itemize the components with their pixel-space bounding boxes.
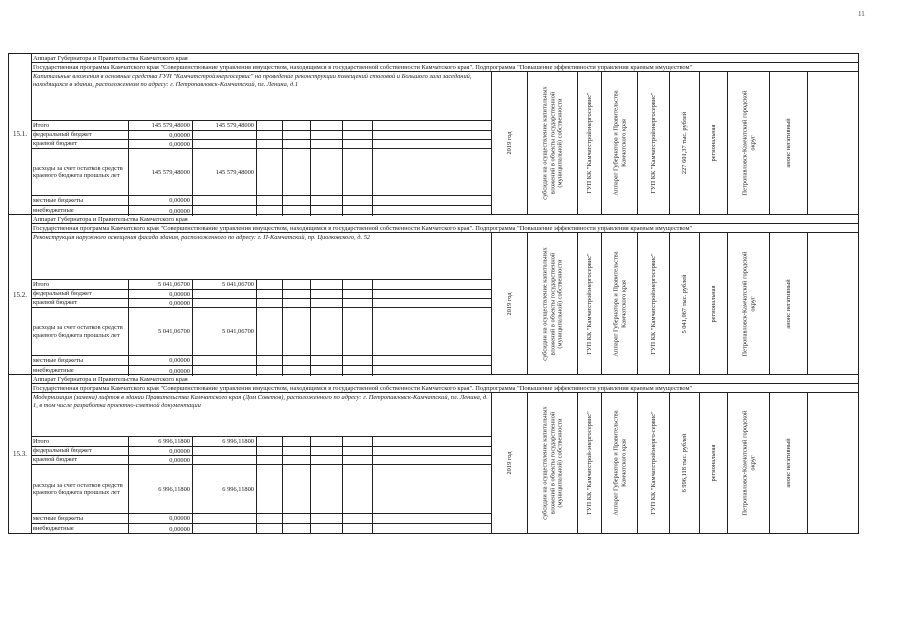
table-row: Итого 145 579,48000 145 579,48000 bbox=[31, 121, 491, 131]
recipient: ГУП КК "Камчатстрой-энергосервис" bbox=[585, 411, 593, 515]
row-number: 15.3. bbox=[9, 375, 32, 533]
project-description: Реконструкция наружного освещения фасада здания, расположенного по адресу: г. П-Камчатский, пр. Циолковского, д. 52 bbox=[33, 234, 371, 241]
year: 2019 год bbox=[505, 291, 513, 316]
recipient-2: ГУП КК "Камчатстройэнергосервис" bbox=[649, 252, 657, 355]
result: анонс негативный bbox=[784, 278, 792, 329]
table-row: местные бюджеты 0,00000 bbox=[31, 514, 491, 524]
row-number: 15.2. bbox=[9, 215, 32, 374]
administrator: Аппарат Губернатора и Правительства Камчатского края bbox=[611, 250, 627, 357]
program-header: Государственная программа Камчатского края "Совершенствование управления имуществом, находящимся в государственной собственности Камчатского края". Подпрограмма "Повышение эффективности управления краевым имуществом" bbox=[31, 384, 858, 393]
locality: Петропавловск-Камчатский городской округ bbox=[740, 251, 756, 356]
amount: 5 041,067 тыс. рублей bbox=[680, 273, 688, 334]
table-section-15-3 bbox=[9, 375, 858, 533]
recipient: ГУП КК "Камчатстройэнергосервис" bbox=[585, 92, 593, 194]
table-row: федеральный бюджет 0,00000 bbox=[31, 131, 491, 140]
amount: 227 601,37 тыс. рублей bbox=[680, 111, 688, 175]
purpose: субсидии на осуществление капитальных вложений в объекты государственной (муниципальной) собственности bbox=[541, 406, 564, 520]
program-header: Государственная программа Камчатского края "Совершенствование управления имуществом, находящимся в государственной собственности Камчатского края". Подпрограмма "Повышение эффективности управления краевым имуществом" bbox=[31, 224, 858, 233]
program-header: Государственная программа Камчатского края "Совершенствование управления имуществом, находящимся в государственной собственности Камчатского края". Подпрограмма "Повышение эффективности управления краевым имуществом" bbox=[31, 63, 858, 72]
recipient-2: ГУП КК "Камчатстройэнерго-сервис" bbox=[649, 411, 657, 515]
level: региональная bbox=[709, 124, 717, 162]
administrator: Аппарат Губернатора и Правительства Камчатского края bbox=[611, 90, 627, 196]
row-number: 15.1. bbox=[9, 54, 32, 214]
year: 2019 год bbox=[505, 131, 513, 155]
financing-table bbox=[31, 436, 491, 533]
financing-table bbox=[31, 120, 491, 215]
level: региональная bbox=[709, 444, 717, 482]
table-row: краевой бюджет 0,00000 bbox=[31, 456, 491, 465]
table-row: краевой бюджет 0,00000 bbox=[31, 140, 491, 149]
page-number: 11 bbox=[858, 10, 865, 18]
financing-table bbox=[31, 279, 491, 375]
project-description: Капитальные вложения в основные средства ГУП "Камчатстройэнергосервис" на проведение реконструкции помещений столовой и Большого зала заседаний, находящихся в здании, расположенном по адресу: г. Петропавловск-Камчатский, пл. Ленина, д.1 bbox=[33, 73, 472, 88]
details-columns bbox=[491, 393, 858, 533]
organization-header: Аппарат Губернатора и Правительства Камчатского края bbox=[31, 375, 858, 384]
table-section-15-1 bbox=[9, 54, 858, 215]
table-row: расходы за счет остатков средств краевого бюджета прошлых лет 6 996,11800 6 996,11800 bbox=[31, 465, 491, 514]
purpose: субсидии на осуществление капитальных вложений в объекты государственной (муниципальной) собственности bbox=[541, 246, 564, 361]
table-row: внебюджетные 0,00000 bbox=[31, 206, 491, 216]
table-row: Итого 5 041,06700 5 041,06700 bbox=[31, 280, 491, 290]
table-row: краевой бюджет 0,00000 bbox=[31, 299, 491, 308]
details-columns bbox=[491, 72, 858, 214]
recipient: ГУП КК "Камчатстройэнергосервис" bbox=[585, 252, 593, 355]
table-section-15-2 bbox=[9, 215, 858, 375]
administrator: Аппарат Губернатора и Правительства Камчатского края bbox=[611, 410, 627, 516]
table-row: федеральный бюджет 0,00000 bbox=[31, 447, 491, 456]
result: анонс негативный bbox=[784, 118, 792, 168]
table-row: местные бюджеты 0,00000 bbox=[31, 196, 491, 206]
table-row: расходы за счет остатков средств краевого бюджета прошлых лет 5 041,06700 5 041,06700 bbox=[31, 308, 491, 356]
table-row: Итого 6 996,11800 6 996,11800 bbox=[31, 437, 491, 447]
amount: 6 996,118 тыс. рублей bbox=[680, 433, 688, 493]
investment-table bbox=[8, 53, 859, 534]
organization-header: Аппарат Губернатора и Правительства Камчатского края bbox=[31, 215, 858, 224]
table-row: внебюджетные 0,00000 bbox=[31, 366, 491, 376]
purpose: субсидии на осуществление капитальных вложений в объекты государственной (муниципальной) собственности bbox=[541, 86, 564, 200]
table-row: внебюджетные 0,00000 bbox=[31, 524, 491, 534]
table-row: федеральный бюджет 0,00000 bbox=[31, 290, 491, 299]
locality: Петропавловск-Камчатский городской округ bbox=[740, 410, 756, 516]
table-row: расходы за счет остатков средств краевого бюджета прошлых лет 145 579,48000 145 579,48000 bbox=[31, 149, 491, 196]
organization-header: Аппарат Губернатора и Правительства Камчатского края bbox=[31, 54, 858, 63]
project-description: Модернизация (замена) лифтов в здании Правительства Камчатского края (Дом Советов), расположенного по адресу: г. Петропавловск-Камчатский, пл. Ленина, д. 1, в том числе разработка проектно-сметной документации bbox=[33, 394, 488, 409]
recipient-2: ГУП КК "Камчатстройэнергосервис" bbox=[649, 92, 657, 194]
locality: Петропавловск-Камчатский городской округ bbox=[740, 90, 756, 196]
details-columns bbox=[491, 233, 858, 374]
table-row: местные бюджеты 0,00000 bbox=[31, 356, 491, 366]
year: 2019 год bbox=[505, 451, 513, 475]
level: региональная bbox=[709, 285, 717, 322]
result: анонс негативный bbox=[784, 438, 792, 488]
